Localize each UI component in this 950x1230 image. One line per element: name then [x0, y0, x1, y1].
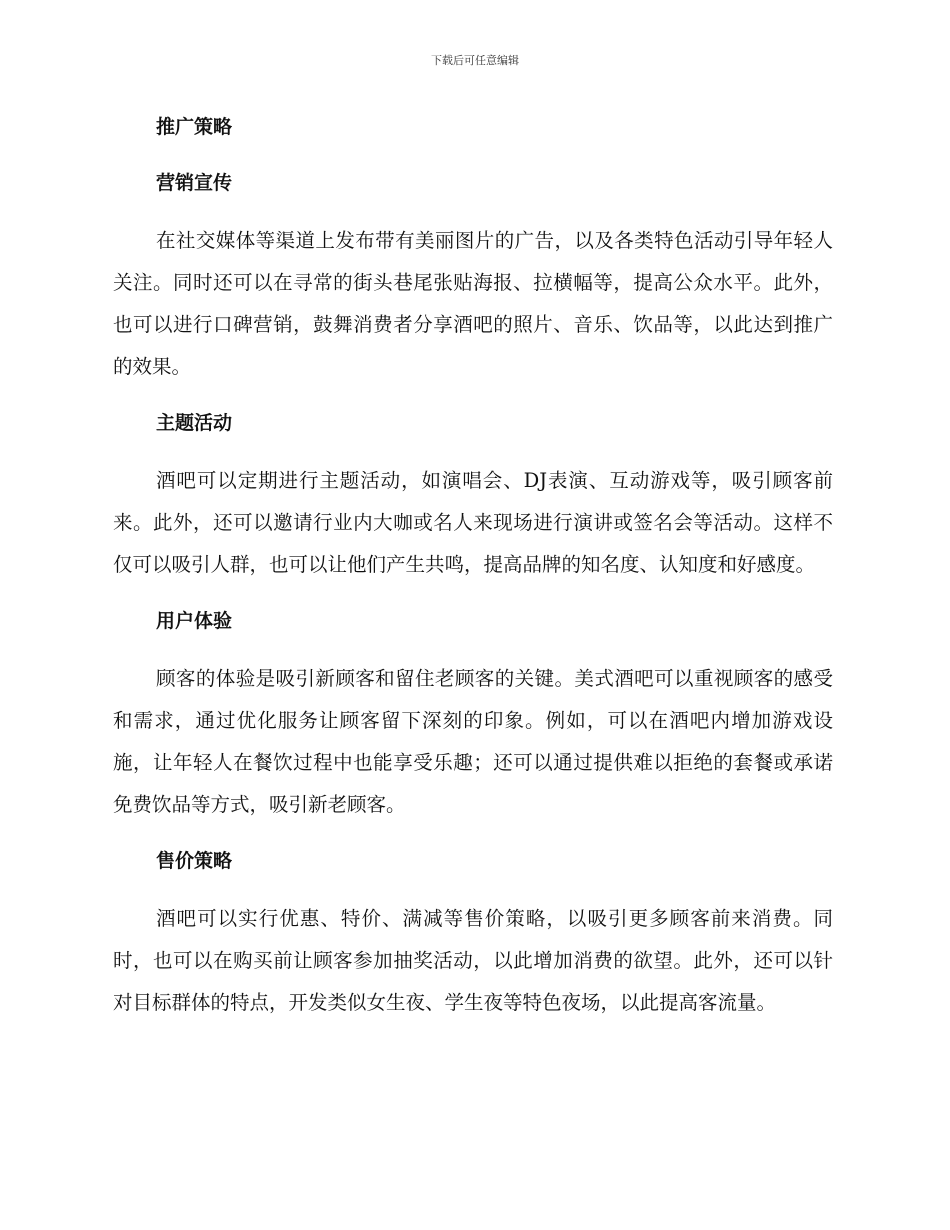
- paragraph-marketing: 在社交媒体等渠道上发布带有美丽图片的广告，以及各类特色活动引导年轻人关注。同时还可以在寻常的街头巷尾张贴海报、拉横幅等，提高公众水平。此外，也可以进行口碑营销，鼓舞消费者分享酒吧的照片、音乐、饮品等，以此达到推广的效果。: [113, 229, 833, 378]
- heading-marketing: 营销宣传: [156, 172, 233, 194]
- paragraph-experience: 顾客的体验是吸引新顾客和留住老顾客的关键。美式酒吧可以重视顾客的感受和需求，通过优化服务让顾客留下深刻的印象。例如，可以在酒吧内增加游戏设施，让年轻人在餐饮过程中也能享受乐趣；还可以通过提供难以拒绝的套餐或承诺免费饮品等方式，吸引新老顾客。: [113, 667, 833, 816]
- document-body: [113, 108, 833, 1040]
- section-title: 推广策略: [156, 116, 233, 138]
- heading-experience: 用户体验: [156, 610, 233, 632]
- page-header: 下载后可任意编辑: [431, 54, 519, 67]
- paragraph-events: 酒吧可以定期进行主题活动，如演唱会、DJ表演、互动游戏等，吸引顾客前来。此外，还可以邀请行业内大咖或名人来现场进行演讲或签名会等活动。这样不仅可以吸引人群，也可以让他们产生共鸣，提高品牌的知名度、认知度和好感度。: [113, 469, 833, 576]
- heading-pricing: 售价策略: [156, 850, 233, 872]
- paragraph-pricing: 酒吧可以实行优惠、特价、满减等售价策略，以吸引更多顾客前来消费。同时，也可以在购买前让顾客参加抽奖活动，以此增加消费的欲望。此外，还可以针对目标群体的特点，开发类似女生夜、学生夜等特色夜场，以此提高客流量。: [113, 907, 833, 1014]
- heading-events: 主题活动: [156, 412, 233, 434]
